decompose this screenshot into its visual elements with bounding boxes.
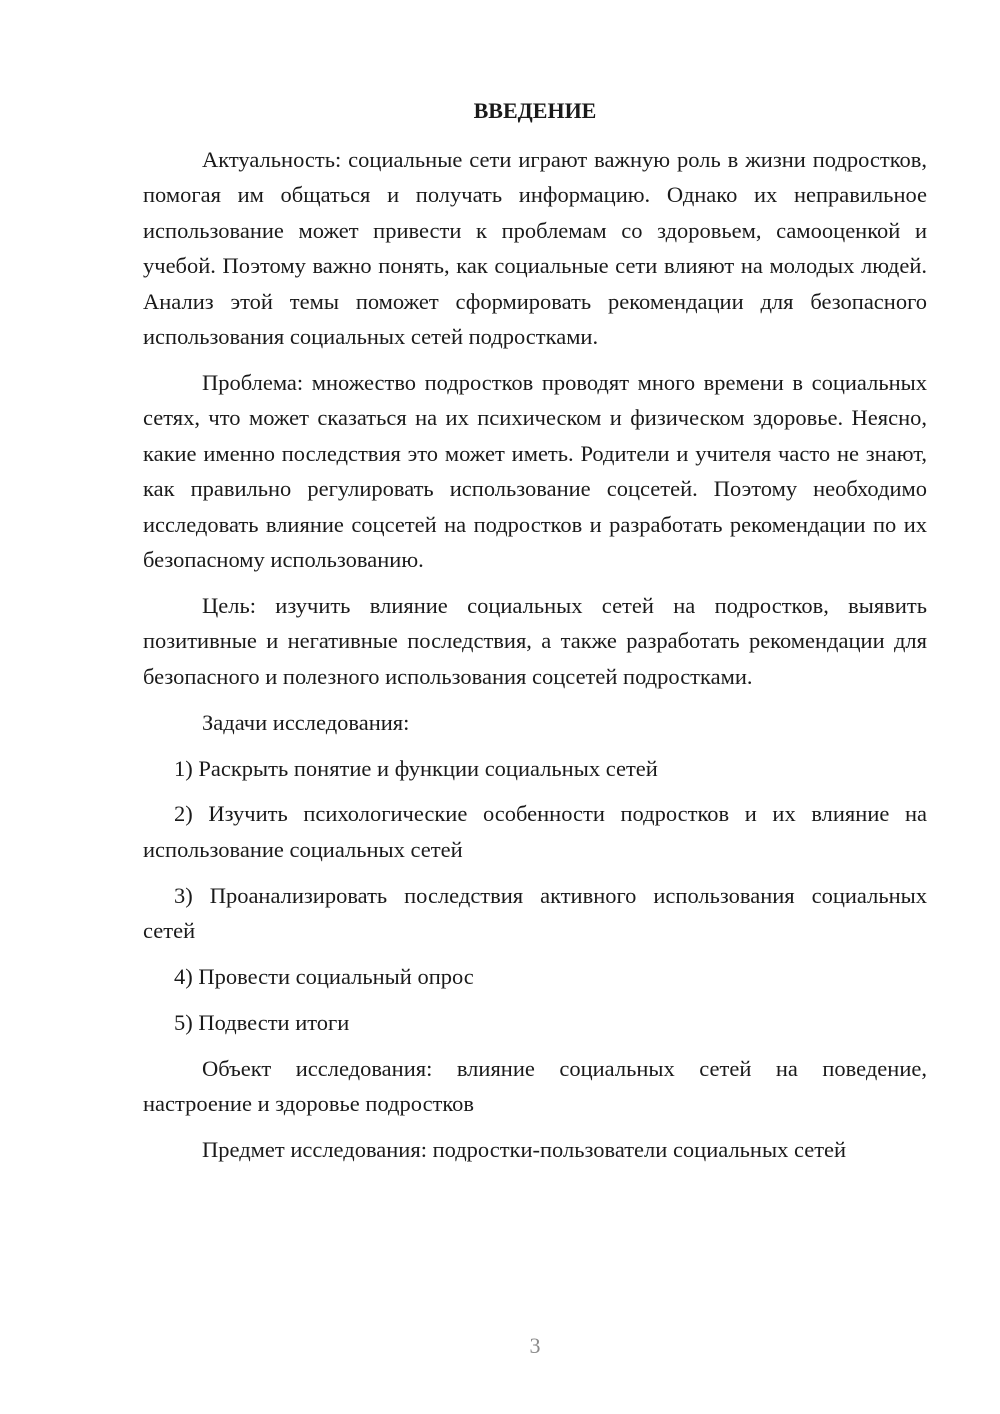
paragraph-relevance: Актуальность: социальные сети играют важную роль в жизни подростков, помогая им общаться и получать информацию. Однако их неправильное использование может привести к проблемам со здоровьем, самооценкой и учебой. Поэтому важно понять, как социальные сети влияют на молодых людей. Анализ этой темы поможет сформировать рекомендации для безопасного использования социальных сетей подростками. bbox=[143, 147, 927, 350]
task-item-3: 3) Проанализировать последствия активного использования социальных сетей bbox=[143, 882, 927, 944]
task-item-5: 5) Подвести итоги bbox=[174, 1009, 350, 1035]
paragraph-problem: Проблема: множество подростков проводят много времени в социальных сетях, что может сказаться на их психическом и физическом здоровье. Неясно, какие именно последствия это может иметь. Родители и учителя часто не знают, как правильно регулировать использование соцсетей. Поэтому необходимо исследовать влияние соцсетей на подростков и разработать рекомендации по их безопасному использованию. bbox=[143, 369, 927, 572]
task-item-1: 1) Раскрыть понятие и функции социальных сетей bbox=[174, 755, 658, 781]
paragraph-goal: Цель: изучить влияние социальных сетей на подростков, выявить позитивные и негативные последствия, а также разработать рекомендации для безопасного и полезного использования соцсетей подростками. bbox=[143, 592, 927, 689]
paragraph-subject: Предмет исследования: подростки-пользователи социальных сетей bbox=[202, 1137, 847, 1163]
section-heading: ВВЕДЕНИЕ bbox=[473, 98, 597, 123]
task-item-4: 4) Провести социальный опрос bbox=[174, 964, 474, 990]
page-number: 3 bbox=[529, 1333, 541, 1358]
document-body bbox=[143, 142, 927, 1178]
paragraph-tasks-title: Задачи исследования: bbox=[202, 709, 410, 735]
document-page bbox=[143, 0, 927, 1414]
task-item-2: 2) Изучить психологические особенности подростков и их влияние на использование социальных сетей bbox=[143, 801, 927, 862]
paragraph-object: Объект исследования: влияние социальных сетей на поведение, настроение и здоровье подростков bbox=[143, 1055, 927, 1117]
